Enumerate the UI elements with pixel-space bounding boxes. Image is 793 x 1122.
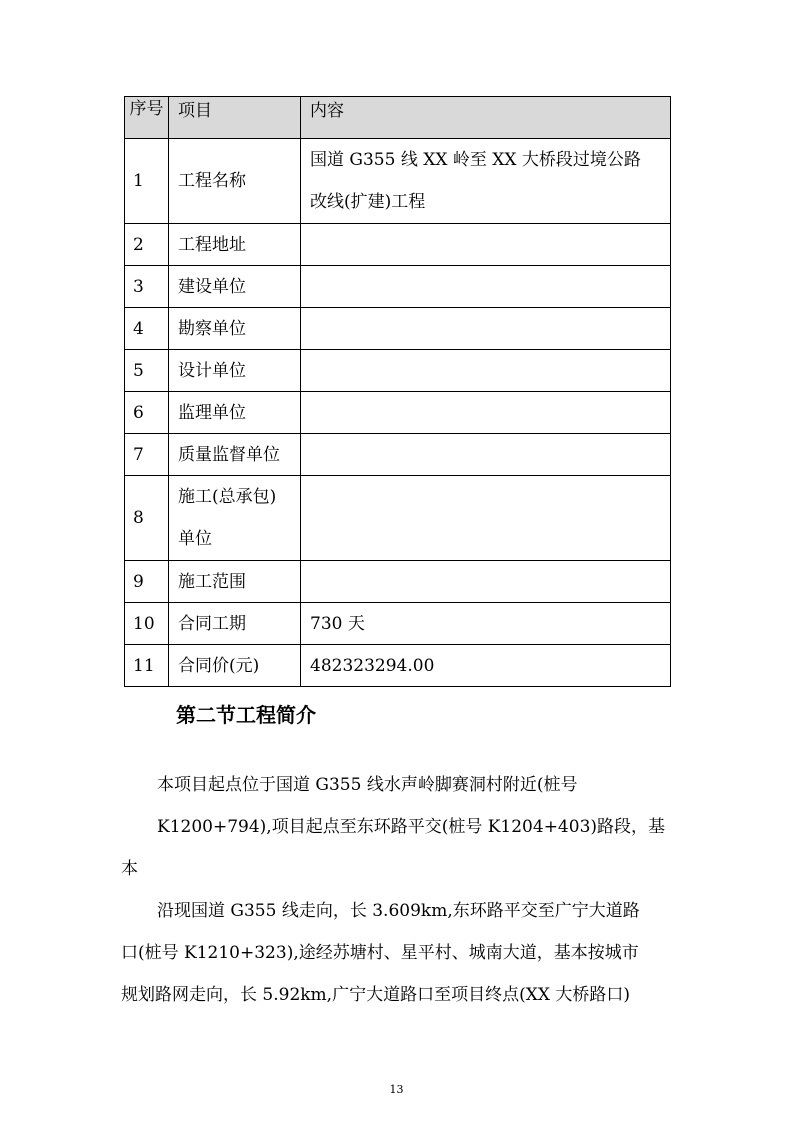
body-paragraph <box>121 764 666 890</box>
paragraph-line: 本 <box>121 859 138 879</box>
table-row <box>125 308 671 350</box>
row-item: 建设单位 <box>169 266 301 308</box>
paragraph-line: 本项目起点位于国道 G355 线水声岭脚赛洞村附近(桩号 <box>157 775 578 795</box>
row-item: 工程地址 <box>169 224 301 266</box>
header-seq: 序号 <box>125 97 169 139</box>
page-number: 13 <box>389 1083 404 1096</box>
row-number: 8 <box>125 476 169 561</box>
paragraph-line: 口(桩号 K1210+323),途经苏塘村、星平村、城南大道，基本按城市 <box>121 943 639 963</box>
row-content <box>301 476 671 561</box>
row-number: 5 <box>125 350 169 392</box>
row-number: 10 <box>125 603 169 645</box>
table-row <box>125 603 671 645</box>
body-paragraph <box>121 890 666 1016</box>
row-item-line: 单位 <box>178 529 212 549</box>
row-content: 730 天 <box>301 603 671 645</box>
row-number: 1 <box>125 139 169 224</box>
row-item: 合同工期 <box>169 603 301 645</box>
project-info-table <box>124 96 671 687</box>
table-row <box>125 224 671 266</box>
row-content: 482323294.00 <box>301 645 671 687</box>
row-content-line: 国道 G355 线 XX 岭至 XX 大桥段过境公路 <box>310 150 641 170</box>
row-content-line: 改线(扩建)工程 <box>310 192 426 212</box>
table-row <box>125 266 671 308</box>
row-content <box>301 139 671 224</box>
row-item: 设计单位 <box>169 350 301 392</box>
table-row <box>125 139 671 224</box>
header-content: 内容 <box>301 97 671 139</box>
row-content <box>301 308 671 350</box>
row-number: 4 <box>125 308 169 350</box>
row-content <box>301 266 671 308</box>
row-item: 勘察单位 <box>169 308 301 350</box>
table-header-row <box>125 97 671 139</box>
table-row <box>125 645 671 687</box>
row-content <box>301 224 671 266</box>
row-content <box>301 350 671 392</box>
row-number: 7 <box>125 434 169 476</box>
row-item-line: 施工(总承包) <box>178 487 277 507</box>
header-item: 项目 <box>169 97 301 139</box>
table-row <box>125 476 671 561</box>
row-item: 工程名称 <box>169 139 301 224</box>
paragraph-line: 沿现国道 G355 线走向，长 3.609km,东环路平交至广宁大道路 <box>157 901 640 921</box>
row-content <box>301 392 671 434</box>
row-item: 质量监督单位 <box>169 434 301 476</box>
row-content <box>301 561 671 603</box>
row-number: 6 <box>125 392 169 434</box>
table-row <box>125 350 671 392</box>
row-number: 9 <box>125 561 169 603</box>
row-number: 3 <box>125 266 169 308</box>
row-content <box>301 434 671 476</box>
table-row <box>125 392 671 434</box>
row-number: 11 <box>125 645 169 687</box>
row-item: 合同价(元) <box>169 645 301 687</box>
table-row <box>125 434 671 476</box>
row-number: 2 <box>125 224 169 266</box>
table-row <box>125 561 671 603</box>
row-item: 监理单位 <box>169 392 301 434</box>
section-title: 第二节工程简介 <box>176 703 316 727</box>
row-item: 施工范围 <box>169 561 301 603</box>
row-item <box>169 476 301 561</box>
paragraph-line: K1200+794),项目起点至东环路平交(桩号 K1204+403)路段，基 <box>157 817 666 837</box>
paragraph-line: 规划路网走向，长 5.92km,广宁大道路口至项目终点(XX 大桥路口) <box>121 985 630 1005</box>
